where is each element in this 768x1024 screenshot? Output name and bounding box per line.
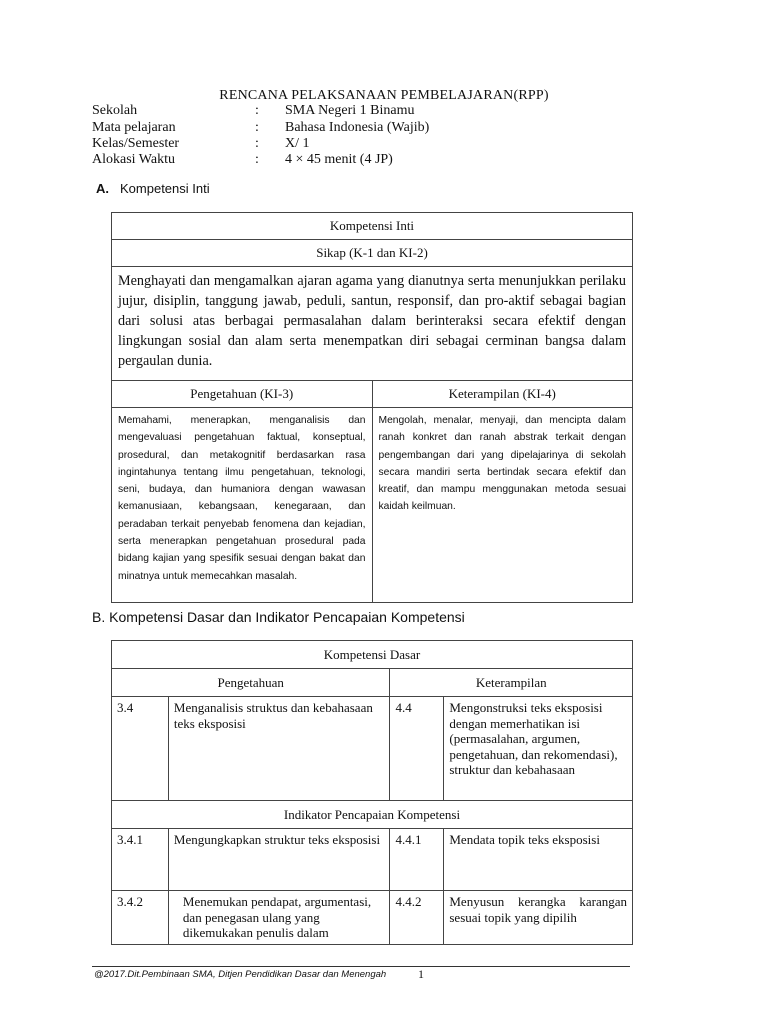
identity-colon: : bbox=[255, 120, 259, 135]
footer-divider bbox=[92, 966, 630, 967]
identity-label: Sekolah bbox=[92, 103, 138, 118]
identity-value: X/ 1 bbox=[285, 136, 310, 151]
identity-label: Kelas/Semester bbox=[92, 136, 180, 151]
identity-colon: : bbox=[255, 152, 259, 167]
ipk-text: Mengungkapkan struktur teks eksposisi bbox=[168, 829, 390, 891]
pengetahuan-header: Pengetahuan (KI-3) bbox=[112, 381, 373, 408]
section-a-heading bbox=[96, 181, 210, 196]
identity-colon: : bbox=[255, 136, 259, 151]
pengetahuan-text: Memahami, menerapkan, menganalisis dan mengevaluasi pengetahuan faktual, konseptual, prosedural, dan metakognitif berdasarkan rasa ingintahunya tentang ilmu pengetahuan, teknologi, seni, budaya, dan humaniora dengan wawasan kemanusiaan, kebangsaan, kenegaraan, dan peradaban terkait penyebab fenomena dan kejadian, serta menerapkan pengetahuan prosedural pada bidang kajian yang spesifik sesuai dengan bakat dan minatnya untuk memecahkan masalah. bbox=[112, 408, 373, 603]
kompetensi-inti-table bbox=[111, 212, 633, 603]
ipk-number: 4.4.2 bbox=[390, 891, 444, 945]
identity-label: Mata pelajaran bbox=[92, 120, 176, 135]
footer-text: @2017.Dit.Pembinaan SMA, Ditjen Pendidikan Dasar dan Menengah bbox=[94, 969, 387, 980]
kd-text: Menganalisis struktus dan kebahasaan teks eksposisi bbox=[168, 697, 390, 801]
sikap-text: Menghayati dan mengamalkan ajaran agama yang dianutnya serta menunjukkan perilaku jujur, disiplin, tanggung jawab, peduli, santun, responsif, dan pro-aktif sebagai bagian dari solusi atas berbagai permasalahan dalam berinteraksi secara efektif dengan lingkungan sosial dan alam serta menempatkan diri sebagai cerminan bangsa dalam pergaulan dunia. bbox=[112, 267, 633, 381]
kd-text: Mengonstruksi teks eksposisi dengan memerhatikan isi (permasalahan, argumen, pengetahuan, dan rekomendasi), struktur dan kebahasaan bbox=[444, 697, 633, 801]
section-b-heading: B. Kompetensi Dasar dan Indikator Pencapaian Kompetensi bbox=[92, 609, 465, 625]
kompetensi-dasar-table bbox=[111, 640, 633, 945]
ipk-number: 4.4.1 bbox=[390, 829, 444, 891]
section-a-letter: A. bbox=[96, 181, 109, 196]
kd-keterampilan-header: Keterampilan bbox=[390, 669, 633, 697]
identity-colon: : bbox=[255, 103, 259, 118]
page-number: 1 bbox=[418, 967, 424, 981]
kd-number: 4.4 bbox=[390, 697, 444, 801]
kd-table-header: Kompetensi Dasar bbox=[112, 641, 633, 669]
kd-number: 3.4 bbox=[112, 697, 169, 801]
ipk-text: Menyusun kerangka karangan sesuai topik yang dipilih bbox=[444, 891, 633, 945]
kd-pengetahuan-header: Pengetahuan bbox=[112, 669, 390, 697]
identity-label: Alokasi Waktu bbox=[92, 152, 175, 167]
keterampilan-text: Mengolah, menalar, menyaji, dan mencipta dalam ranah konkret dan ranah abstrak terkait dengan pengembangan dari yang dipelajarinya di sekolah secara mandiri serta bertindak secara efektif dan kreatif, dan mampu menggunakan metoda sesuai kaidah keilmuan. bbox=[372, 408, 633, 603]
ipk-number: 3.4.1 bbox=[112, 829, 169, 891]
document-title: RENCANA PELAKSANAAN PEMBELAJARAN(RPP) bbox=[219, 88, 549, 103]
ipk-text: Menemukan pendapat, argumentasi, dan penegasan ulang yang dikemukakan penulis dalam bbox=[168, 891, 390, 945]
identity-value: Bahasa Indonesia (Wajib) bbox=[285, 120, 430, 135]
keterampilan-header: Keterampilan (KI-4) bbox=[372, 381, 633, 408]
ipk-number: 3.4.2 bbox=[112, 891, 169, 945]
section-a-title: Kompetensi Inti bbox=[120, 181, 210, 196]
identity-value: 4 × 45 menit (4 JP) bbox=[285, 152, 393, 167]
ipk-header: Indikator Pencapaian Kompetensi bbox=[112, 801, 633, 829]
ki-table-header: Kompetensi Inti bbox=[112, 213, 633, 240]
identity-value: SMA Negeri 1 Binamu bbox=[285, 103, 415, 118]
sikap-header: Sikap (K-1 dan KI-2) bbox=[112, 240, 633, 267]
ipk-text: Mendata topik teks eksposisi bbox=[444, 829, 633, 891]
